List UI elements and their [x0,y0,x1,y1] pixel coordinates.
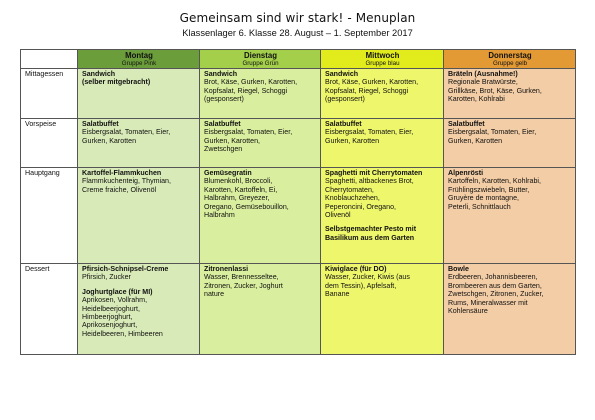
ingredient-line: Karotten, Kartoffeln, Ei, [204,185,278,194]
dish-title: Bräteln (Ausnahme!) [448,70,518,78]
dish-title: Salatbuffet [204,120,241,128]
ingredient-line: Olivenöl [325,211,351,220]
course-row [21,69,576,119]
menu-cell-tuesday [200,119,321,168]
group-name: Gruppe gelb [492,60,528,67]
menu-cell-tuesday [200,168,321,264]
ingredient-line: Aprikosen, Vollrahm, [82,296,148,305]
day-name: Mittwoch [365,51,400,60]
menu-cell-wednesday [321,69,444,119]
ingredient-line: Cherrytomaten, [325,185,374,194]
menu-cell-thursday [444,119,576,168]
ingredient-line: Zwetschgen, Zitronen, Zucker, [448,290,544,299]
ingredient-line: Halbrahm, Greyezer, [204,194,270,203]
ingredient-line: Peterli, Schnittlauch [448,202,511,211]
course-label: Vorspeise [21,119,78,168]
ingredient-line: Wasser, Brennesseltee, [204,273,279,282]
day-header-wednesday [321,50,444,69]
dish-title: Alpenrösti [448,169,484,177]
ingredient-line: Erdbeeren, Johannisbeeren, [448,273,538,282]
ingredient-line: Gruyère de montagne, [448,194,519,203]
page-title: Gemeinsam sind wir stark! - Menuplan [179,11,416,25]
ingredient-line: Heidelbeerjoghurt, [82,304,140,313]
course-row [21,119,576,168]
ingredient-line: Grillkäse, Brot, Käse, Gurken, [448,86,542,95]
ingredient-line: Frühlingszwiebeln, Butter, [448,185,530,194]
menu-body [21,69,576,355]
dish-title: Joghurtglace (für MI) [82,287,153,296]
dish-title: Salatbuffet [82,120,119,128]
course-label: Hauptgang [21,168,78,264]
dish-title: Sandwich [204,70,238,78]
menu-cell-thursday [444,264,576,355]
ingredient-line: Knoblauchzehen, [325,194,380,203]
group-name: Gruppe Grün [242,60,279,67]
ingredient-line: Gurken, Karotten, [204,136,260,145]
menu-cell-monday [78,69,200,119]
dish-title: Kartoffel-Flammkuchen [82,169,162,177]
menu-cell-wednesday [321,168,444,264]
ingredient-line: Brot, Käse, Gurken, Karotten, [325,78,419,87]
ingredient-line: nature [204,290,225,299]
ingredient-line: Gurken, Karotten [82,136,137,145]
ingredient-line: Kopfsalat, Riegel, Schoggi [204,86,288,95]
dish-title: (selber mitgebracht) [82,78,151,87]
menu-cell-tuesday [200,69,321,119]
ingredient-line: Peperoncini, Oregano, [325,202,396,211]
course-row [21,168,576,264]
ingredient-line: Halbrahm [204,211,235,220]
group-name: Gruppe blau [365,60,400,67]
ingredient-line: Himbeerjoghurt, [82,313,133,322]
menu-cell-tuesday [200,264,321,355]
page-subtitle: Klassenlager 6. Klasse 28. August – 1. September 2017 [182,28,413,38]
ingredient-line: Eisbergsalat, Tomaten, Eier, [82,128,171,137]
ingredient-line: Kopfsalat, Riegel, Schoggi [325,86,409,95]
ingredient-line: Zwetschgen [204,145,243,154]
menu-cell-thursday [444,69,576,119]
dish-title: Gemüsegratin [204,169,252,177]
dish-title: Basilikum aus dem Garten [325,233,415,242]
dish-title: Salatbuffet [325,120,362,128]
menu-cell-wednesday [321,264,444,355]
ingredient-line: Brombeeren aus dem Garten, [448,281,542,290]
menu-table [20,49,576,355]
ingredient-line: Creme fraiche, Olivenöl [82,185,157,194]
menu-cell-thursday [444,168,576,264]
day-header-tuesday [200,50,321,69]
dish-title: Kiwiglace (für DO) [325,265,387,273]
menu-cell-monday [78,264,200,355]
dish-title: Spaghetti mit Cherrytomaten [325,169,423,177]
ingredient-line: Zitronen, Zucker, Joghurt [204,281,283,290]
dish-title: Bowle [448,265,469,273]
ingredient-line: Rums, Mineralwasser mit [448,298,528,307]
dish-title: Sandwich [82,70,116,78]
ingredient-line: Heidelbeeren, Himbeeren [82,329,163,338]
dish-title: Sandwich [325,70,359,78]
ingredient-line: Banane [325,290,350,299]
dish-title: Selbstgemachter Pesto mit [325,225,417,234]
ingredient-line: Eisbergsalat, Tomaten, Eier, [325,128,414,137]
day-name: Donnerstag [488,51,532,60]
course-label: Dessert [21,264,78,355]
ingredient-line: (gesponsert) [325,95,365,104]
ingredient-line: Flammkuchenteig, Thymian, [82,177,171,186]
ingredient-line: Oregano, Gemüsebouillon, [204,202,289,211]
ingredient-line: Pfirsich, Zucker [82,273,131,282]
menu-cell-monday [78,119,200,168]
course-row [21,264,576,355]
ingredient-line: Aprikosenjoghurt, [82,321,138,330]
day-name: Montag [125,51,153,60]
ingredient-line: Blumenkohl, Broccoli, [204,177,273,186]
ingredient-line: Gurken, Karotten [325,136,380,145]
ingredient-line: Wasser, Zucker, Kiwis (aus [325,273,410,282]
corner-cell [21,50,78,69]
ingredient-line: Karotten, Kohlrabi [448,95,505,104]
dish-title: Salatbuffet [448,120,485,128]
course-label: Mittagessen [21,69,78,119]
header-row [21,50,576,69]
day-header-monday [78,50,200,69]
day-name: Dienstag [244,51,277,60]
group-name: Gruppe Pink [121,60,157,67]
ingredient-line: dem Tessin), Apfelsaft, [325,281,397,290]
menu-cell-wednesday [321,119,444,168]
ingredient-line: Gurken, Karotten [448,136,503,145]
day-header-thursday [444,50,576,69]
ingredient-line: Kohlensäure [448,307,488,316]
ingredient-line: Brot, Käse, Gurken, Karotten, [204,78,298,87]
dish-title: Zitronenlassi [204,265,249,273]
menu-cell-monday [78,168,200,264]
ingredient-line: Kartoffeln, Karotten, Kohlrabi, [448,177,541,186]
ingredient-line: Eisbergsalat, Tomaten, Eier, [204,128,293,137]
ingredient-line: Regionale Bratwürste, [448,78,518,87]
ingredient-line: (gesponsert) [204,95,244,104]
ingredient-line: Spaghetti, altbackenes Brot, [325,177,414,186]
ingredient-line: Eisbergsalat, Tomaten, Eier, [448,128,537,137]
dish-title: Pfirsich-Schnipsel-Creme [82,265,169,273]
